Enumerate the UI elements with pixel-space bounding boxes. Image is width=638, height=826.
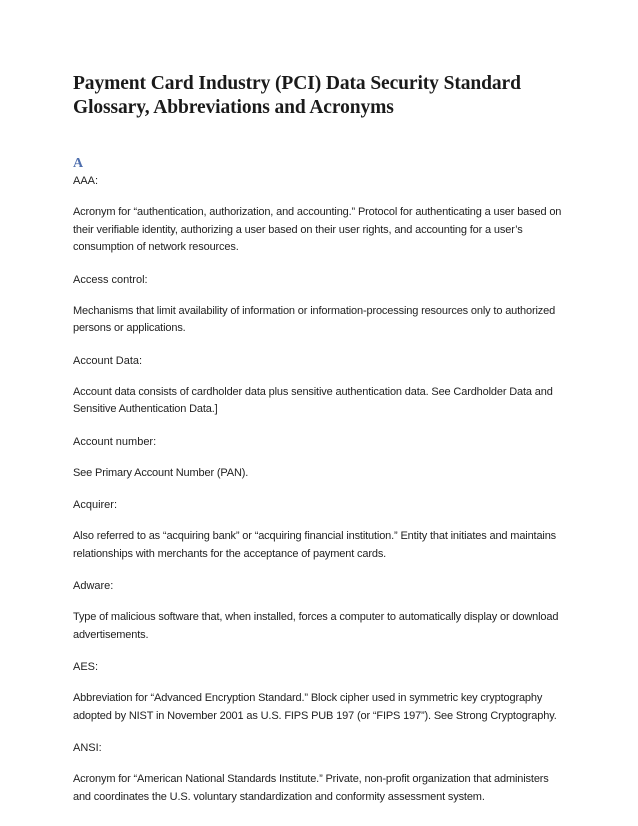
glossary-list [73,173,568,806]
glossary-term: Acquirer: [73,499,118,511]
glossary-term: Access control: [73,273,148,286]
glossary-term: ANSI: [73,742,102,754]
title-line-2: Glossary, Abbreviations and Acronyms [73,97,394,118]
glossary-definition: Acronym for “American National Standards Institute.” Private, non-profit organization that administers and coordinates the U.S. voluntary standardization and conformity assessment system. [73,773,549,803]
glossary-entry [73,497,568,563]
glossary-entry [73,353,568,419]
glossary-entry [73,659,568,725]
page-title [73,72,568,120]
glossary-term: Account Data: [73,354,143,367]
glossary-entry [73,740,568,806]
glossary-entry [73,578,568,644]
glossary-term: Account number: [73,435,157,448]
glossary-definition: Type of malicious software that, when installed, forces a computer to automatically display or download advertisements. [73,611,559,641]
glossary-entry [73,272,568,338]
glossary-definition: Account data consists of cardholder data plus sensitive authentication data. See Cardholder Data and Sensitive Authentication Data.] [73,385,553,415]
section-heading: A [73,156,84,171]
glossary-definition: Acronym for “authentication, authorization, and accounting.” Protocol for authenticating a user based on their verifiable identity, authorizing a user based on their user rights, and accounting for a user’s consumption of network resources. [73,206,562,253]
glossary-term: AES: [73,661,99,673]
glossary-definition: Mechanisms that limit availability of information or information-processing resources only to authorized persons or applications. [73,304,556,334]
glossary-term: Adware: [73,580,114,592]
glossary-entry [73,173,568,257]
glossary-term: AAA: [73,175,99,187]
document-content [73,72,568,821]
title-line-1: Payment Card Industry (PCI) Data Security Standard [73,73,521,94]
glossary-definition: Abbreviation for “Advanced Encryption Standard.” Block cipher used in symmetric key cryptography adopted by NIST in November 2001 as U.S. FIPS PUB 197 (or “FIPS 197”). See Strong Cryptography. [73,692,557,722]
glossary-definition: See Primary Account Number (PAN). [73,466,249,479]
glossary-definition: Also referred to as “acquiring bank” or “acquiring financial institution.” Entity that initiates and maintains relationships with merchants for the acceptance of payment cards. [73,530,557,560]
glossary-entry [73,434,568,483]
